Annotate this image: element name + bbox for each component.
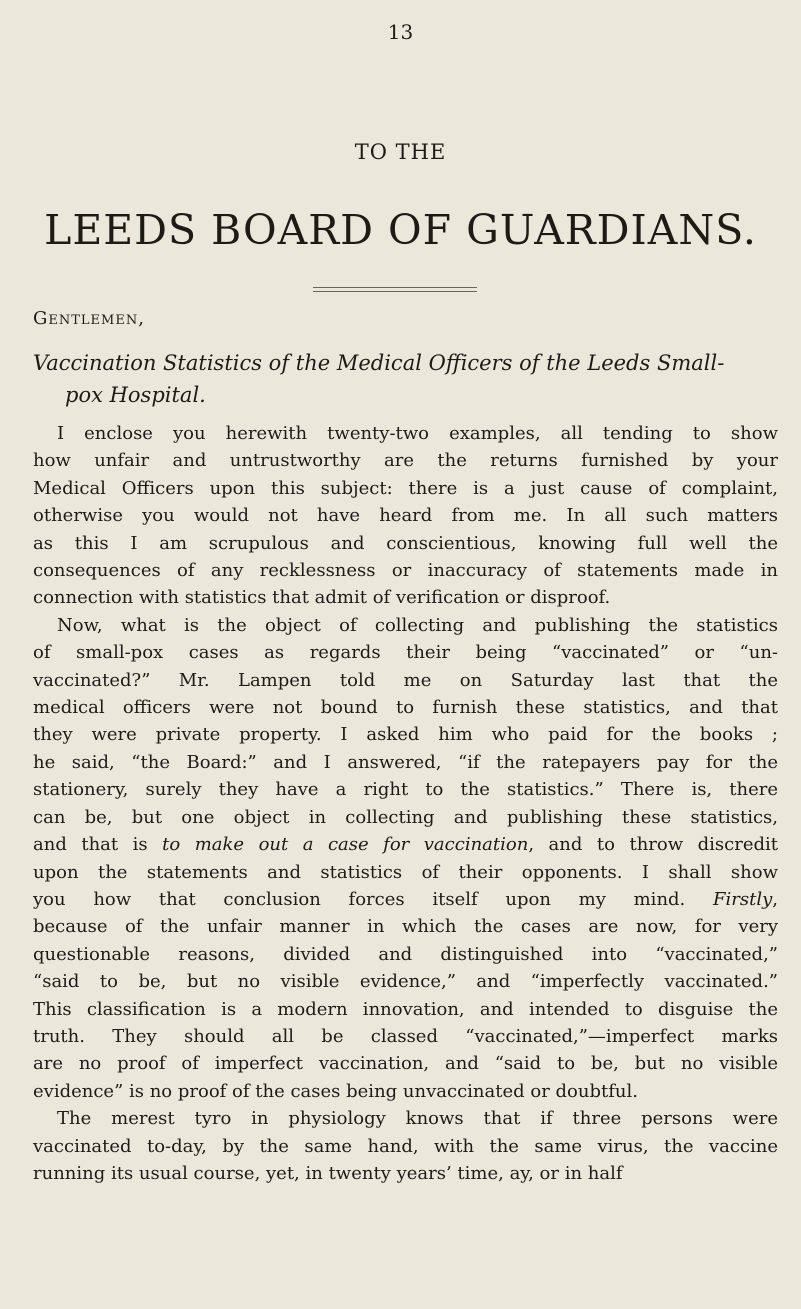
text-line: upon the statements and statistics of their opponents. I shall show <box>33 861 778 883</box>
heading-to-the: TO THE <box>354 140 447 164</box>
italic-phrase: Firstly <box>713 888 773 910</box>
text-line: they were private property. I asked him who paid for the books ; <box>33 724 778 746</box>
text-line: because of the unfair manner in which the cases are now, for very <box>33 916 778 938</box>
decorative-rule <box>313 287 477 292</box>
text-line: medical officers were not bound to furnish these statistics, and that <box>33 697 778 719</box>
text-line: stationery, surely they have a right to the statistics.” There is, there <box>33 779 778 801</box>
text-line: connection with statistics that admit of verification or disproof. <box>33 587 611 609</box>
text-line: are no proof of imperfect vaccination, and “said to be, but no visible <box>33 1053 778 1075</box>
text-line: consequences of any recklessness or inaccuracy of statements made in <box>33 560 778 582</box>
subject-line-2: pox Hospital. <box>65 383 206 407</box>
text-line: This classification is a modern innovation, and intended to disguise the <box>33 998 778 1020</box>
text-line: he said, “the Board:” and I answered, “if the ratepayers pay for the <box>33 751 778 773</box>
text-line: and that is to make out a case for vaccination, and to throw discredit <box>33 834 779 856</box>
text-line: truth. They should all be classed “vaccinated,”—imperfect marks <box>33 1025 778 1047</box>
paragraph <box>33 420 778 612</box>
heading-board-title: LEEDS BOARD OF GUARDIANS. <box>44 206 757 254</box>
subject-line-1: Vaccination Statistics of the Medical Officers of the Leeds Small- <box>33 351 725 375</box>
text-line: vaccinated to-day, by the same hand, with the same virus, the vaccine <box>33 1135 778 1157</box>
subject-line <box>33 347 733 411</box>
text-line: how unfair and untrustworthy are the returns furnished by your <box>33 450 778 472</box>
text-line: “said to be, but no visible evidence,” and “imperfectly vaccinated.” <box>33 971 778 993</box>
paragraph <box>33 1105 778 1187</box>
paragraph <box>33 612 778 1105</box>
text-line: as this I am scrupulous and conscientious, knowing full well the <box>33 532 778 554</box>
salutation: Gentlemen, <box>33 308 145 329</box>
text-line: The merest tyro in physiology knows that if three persons were <box>57 1108 778 1130</box>
text-line: vaccinated?” Mr. Lampen told me on Saturday last that the <box>33 669 778 691</box>
text-line: questionable reasons, divided and distinguished into “vaccinated,” <box>33 943 778 965</box>
letter-body <box>33 420 778 1187</box>
text-line: evidence” is no proof of the cases being unvaccinated or doubtful. <box>33 1080 638 1102</box>
italic-phrase: to make out a case for vaccination <box>162 834 529 856</box>
text-line: running its usual course, yet, in twenty years’ time, ay, or in half <box>33 1162 623 1184</box>
text-line: I enclose you herewith twenty-two examples, all tending to show <box>57 423 778 444</box>
text-line: you how that conclusion forces itself upon my mind. Firstly, <box>33 888 778 910</box>
text-line: can be, but one object in collecting and publishing these statistics, <box>33 806 778 828</box>
text-line: of small-pox cases as regards their being “vaccinated” or “un- <box>33 642 778 664</box>
text-line: otherwise you would not have heard from me. In all such matters <box>33 505 778 527</box>
text-line: Medical Officers upon this subject: there is a just cause of complaint, <box>33 477 778 499</box>
text-line: Now, what is the object of collecting and publishing the statistics <box>57 614 778 636</box>
page-number: 13 <box>387 20 414 44</box>
